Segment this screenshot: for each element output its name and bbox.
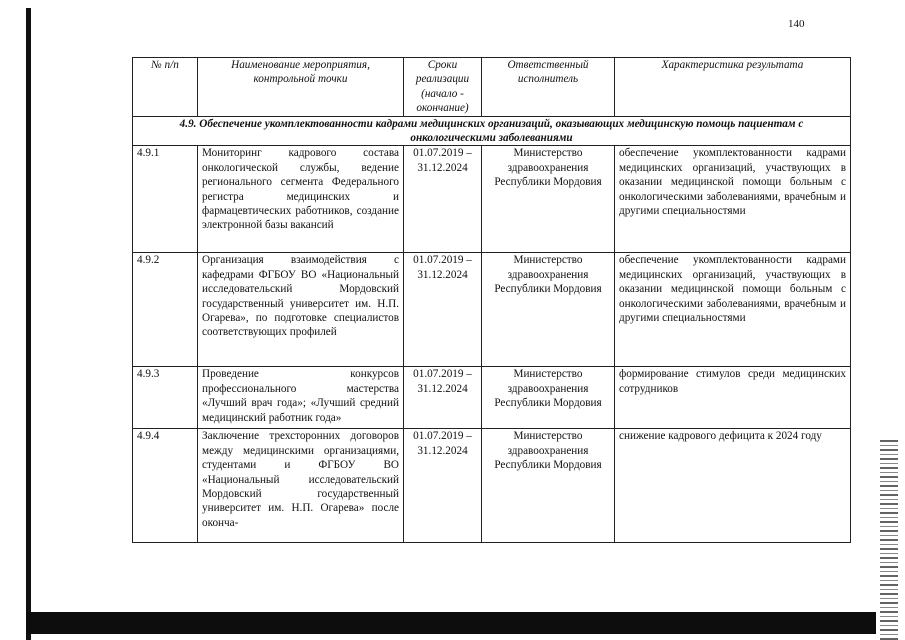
row-result: обеспечение укомплектованности кадрами медицинских организаций, участвующих в оказании медицинской помощи больным с онкологическими заболеваниями, врачебным и другими специальностями [615,146,851,253]
row-number: 4.9.4 [133,429,198,543]
row-name: Проведение конкурсов профессионального мастерства «Лучший врач года»; «Лучший средний медицинский работник года» [198,367,404,429]
row-executor: Министерство здравоохранения Республики Мордовия [482,429,615,543]
header-dates: Сроки реализации (начало - окончание) [404,58,482,117]
table-header-row [133,58,851,117]
row-name: Организация взаимодействия с кафедрами ФГБОУ ВО «Национальный исследовательский Мордовский государственный университет им. Н.П. Огарева», по подготовке специалистов соответствующих профилей [198,253,404,367]
section-row [133,116,851,146]
row-name: Заключение трехсторонних договоров между медицинскими организациями, студентами и ФГБОУ ВО «Национальный исследовательский Мордовский государственный университет им. Н.П. Огарева» после оконча- [198,429,404,543]
page-number: 140 [788,18,805,30]
row-executor: Министерство здравоохранения Республики Мордовия [482,253,615,367]
row-name: Мониторинг кадрового состава онкологической службы, ведение регионального сегмента Федерального регистра медицинских и фармацевтических работников, создание электронной базы вакансий [198,146,404,253]
row-number: 4.9.1 [133,146,198,253]
header-number: № п/п [133,58,198,117]
header-result: Характеристика результата [615,58,851,117]
row-result: формирование стимулов среди медицинских сотрудников [615,367,851,429]
row-number: 4.9.2 [133,253,198,367]
section-title: 4.9. Обеспечение укомплектованности кадрами медицинских организаций, оказывающих медицинскую помощь пациентам с онкологическими заболеваниями [133,116,851,146]
row-dates: 01.07.2019 – 31.12.2024 [404,146,482,253]
scan-noise [880,440,898,640]
header-executor: Ответственный исполнитель [482,58,615,117]
row-dates: 01.07.2019 – 31.12.2024 [404,429,482,543]
table-row [133,367,851,429]
table-row [133,146,851,253]
table-row [133,253,851,367]
header-name: Наименование мероприятия, контрольной точки [198,58,404,117]
table-row [133,429,851,543]
scan-bottom-edge [26,612,876,634]
measures-table [132,57,851,543]
row-executor: Министерство здравоохранения Республики Мордовия [482,367,615,429]
row-number: 4.9.3 [133,367,198,429]
row-result: снижение кадрового дефицита к 2024 году [615,429,851,543]
row-dates: 01.07.2019 – 31.12.2024 [404,367,482,429]
row-executor: Министерство здравоохранения Республики Мордовия [482,146,615,253]
row-dates: 01.07.2019 – 31.12.2024 [404,253,482,367]
scan-left-edge [26,8,31,640]
row-result: обеспечение укомплектованности кадрами медицинских организаций, участвующих в оказании медицинской помощи больным с онкологическими заболеваниями, врачебным и другими специальностями [615,253,851,367]
